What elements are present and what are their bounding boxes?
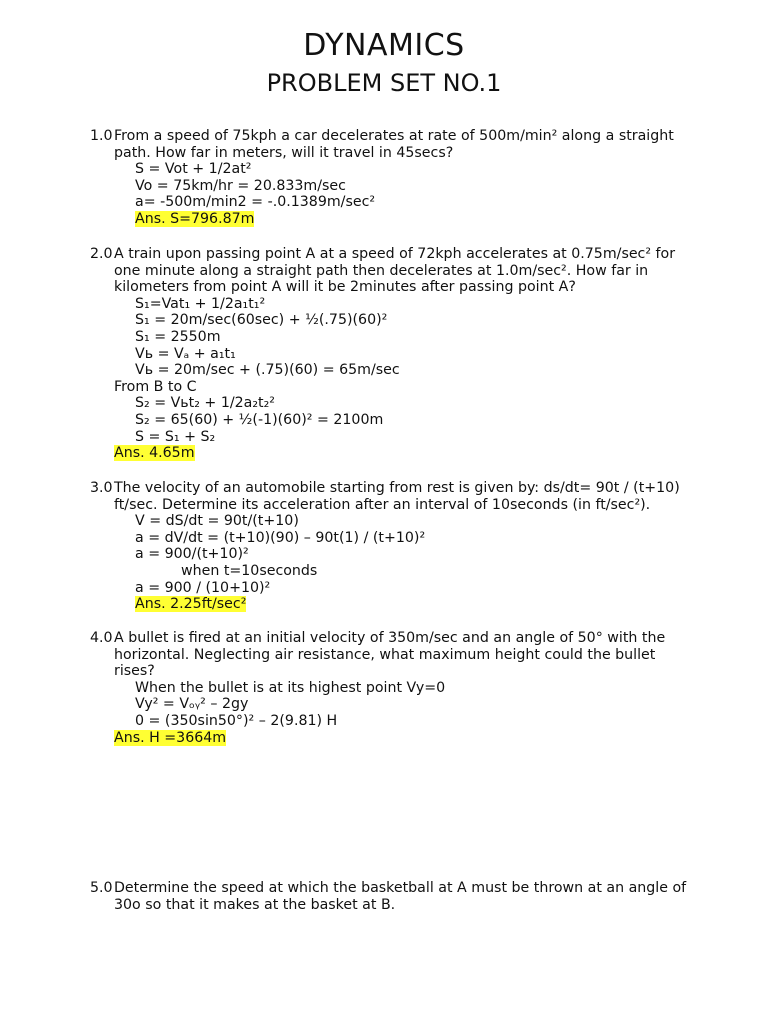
page-title: DYNAMICS <box>303 28 465 63</box>
problem-number: 4.0 <box>90 630 113 646</box>
problem-question: Determine the speed at which the basketball at A must be thrown at an angle of 30o so that it makes at the basket at B. <box>114 880 687 913</box>
answer-highlight: Ans. 2.25ft/sec² <box>135 596 247 613</box>
problem-question: A train upon passing point A at a speed of 72kph accelerates at 0.75m/sec² for one minute along a straight path then decelerates at 1.0m/sec². How far in kilometers from point A will it be 2minutes after passing point A? <box>114 246 676 296</box>
page-subtitle: PROBLEM SET NO.1 <box>266 69 502 97</box>
solution-line: S₁=Vat₁ + 1/2a₁t₁² <box>135 295 266 312</box>
solution-line: S₁ = 20m/sec(60sec) + ½(.75)(60)² <box>135 312 388 329</box>
answer-highlight: Ans. S=796.87m <box>135 210 255 227</box>
solution-line: S₂ = Vьt₂ + 1/2a₂t₂² <box>135 395 275 412</box>
problem-number: 5.0 <box>90 880 113 896</box>
problem-1 <box>90 128 690 228</box>
problem-question: A bullet is fired at an initial velocity of 350m/sec and an angle of 50° with the horizontal. Neglecting air resistance, what maximum height could the bullet rises? <box>114 630 666 680</box>
problem-4 <box>90 630 690 746</box>
problem-number: 1.0 <box>90 128 113 144</box>
solution-line: Vo = 75km/hr = 20.833m/sec <box>135 177 346 194</box>
problem-question: From a speed of 75kph a car decelerates at rate of 500m/min² along a straight path. How far in meters, will it travel in 45secs? <box>114 128 674 161</box>
solution-subheading: From B to C <box>114 378 197 395</box>
solution-line: when t=10seconds <box>181 562 318 579</box>
solution-line: Vy² = Vₒᵧ² – 2gy <box>135 696 249 713</box>
solution-line: a = 900/(t+10)² <box>135 546 249 563</box>
problem-number: 2.0 <box>90 246 113 262</box>
problem-5 <box>90 880 690 913</box>
solution-line: S = S₁ + S₂ <box>135 428 216 445</box>
solution-line: V = dS/dt = 90t/(t+10) <box>135 513 299 530</box>
answer-highlight: Ans. 4.65m <box>114 445 195 462</box>
problem-question: The velocity of an automobile starting from rest is given by: ds/dt= 90t / (t+10) ft/sec. Determine its acceleration after an interval of 10seconds (in ft/sec²). <box>114 480 680 513</box>
solution-line: a = dV/dt = (t+10)(90) – 90t(1) / (t+10)² <box>135 529 426 546</box>
solution-line: Vь = 20m/sec + (.75)(60) = 65m/sec <box>135 362 400 379</box>
solution-line: a = 900 / (10+10)² <box>135 579 271 596</box>
problem-2 <box>90 246 690 462</box>
problem-3 <box>90 480 690 613</box>
solution-line: When the bullet is at its highest point Vy=0 <box>135 679 446 696</box>
solution-line: S₁ = 2550m <box>135 328 221 345</box>
solution-line: a= -500m/min2 = -.0.1389m/sec² <box>135 194 376 211</box>
solution-line: S₂ = 65(60) + ½(-1)(60)² = 2100m <box>135 411 384 428</box>
solution-line: 0 = (350sin50°)² – 2(9.81) H <box>135 712 338 729</box>
solution-line: Vь = Vₐ + a₁t₁ <box>135 345 236 362</box>
problem-number: 3.0 <box>90 480 113 496</box>
solution-line: S = Vot + 1/2at² <box>135 161 252 178</box>
answer-highlight: Ans. H =3664m <box>114 729 227 746</box>
